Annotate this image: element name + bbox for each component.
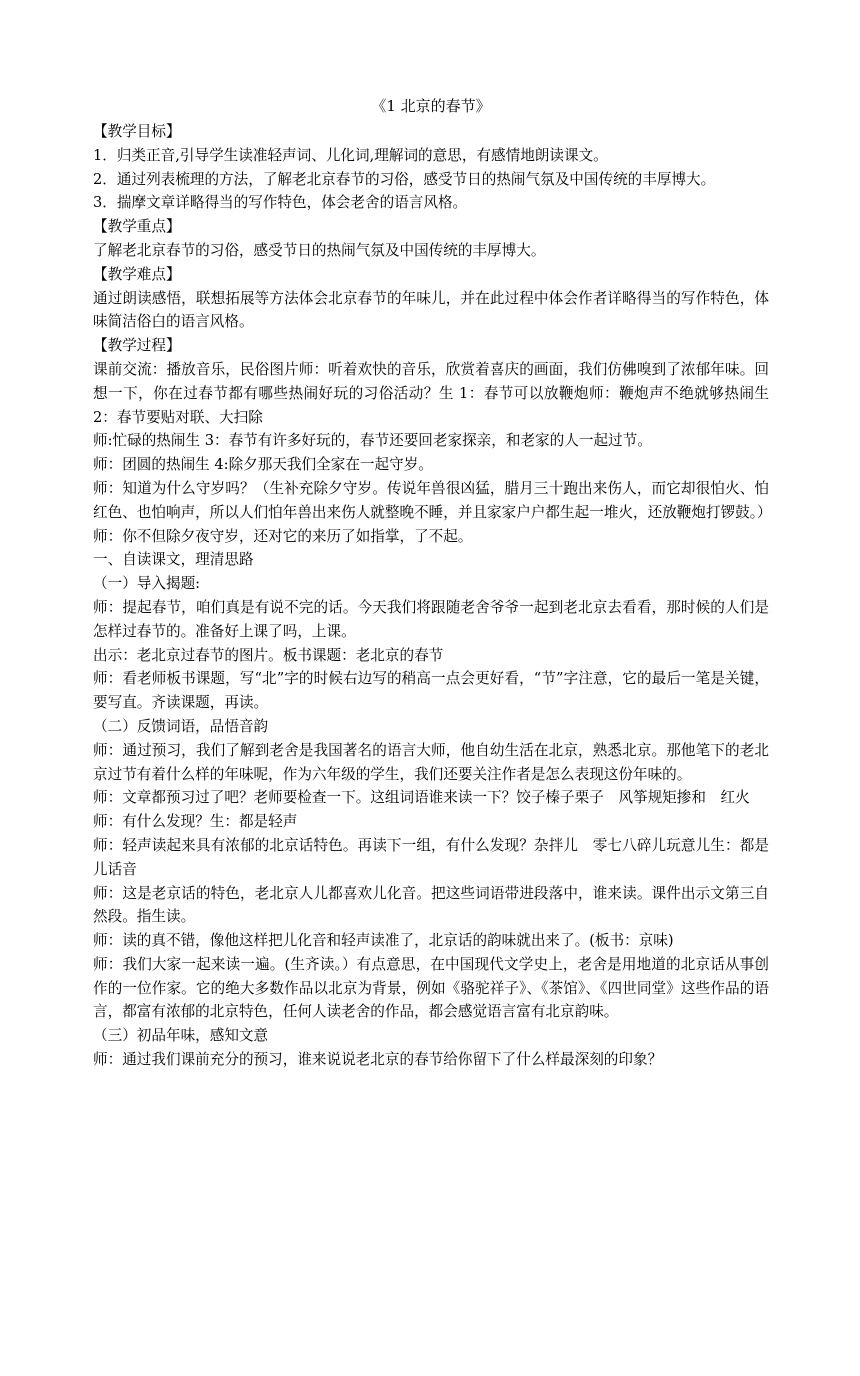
subsection-heading-3: （三）初品年味，感知文意 [93, 1027, 269, 1045]
paragraph: 师：团圆的热闹生 4:除夕那天我们全家在一起守岁。 [93, 456, 433, 474]
paragraph: 课前交流：播放音乐，民俗图片师：听着欢快的音乐，欣赏着喜庆的画面，我们仿佛嗅到了浓郁年味。回想一下，你在过春节都有哪些热闹好玩的习俗活动？生 1：春节可以放鞭炮师：鞭炮声不绝就够热闹生 2：春节要贴对联、大扫除 [93, 360, 769, 426]
goal-item-2: 2．通过列表梳理的方法，了解老北京春节的习俗，感受节日的热闹气氛及中国传统的丰厚博大。 [93, 170, 716, 188]
section-heading-1: 一、自读课文，理清思路 [93, 551, 254, 569]
paragraph: 师：看老师板书课题，写“北”字的时候右边写的稍高一点会更好看，“节”字注意，它的最后一笔是关键，要写直。齐读课题，再读。 [93, 670, 769, 712]
goal-item-1: 1．归类正音,引导学生读准轻声词、儿化词,理解词的意思，有感情地朗读课文。 [93, 146, 608, 164]
heading-process: 【教学过程】 [93, 337, 181, 355]
paragraph: 出示：老北京过春节的图片。板书课题：老北京的春节 [93, 646, 444, 664]
difficulties-text: 通过朗读感悟，联想拓展等方法体会北京春节的年味儿，并在此过程中体会作者详略得当的写作特色，体味简洁俗白的语言风格。 [93, 289, 769, 331]
paragraph: 师：轻声读起来具有浓郁的北京话特色。再读下一组，有什么发现？杂拌儿 零七八碎儿玩意儿生：都是儿话音 [93, 836, 769, 878]
paragraph: 师：读的真不错，像他这样把儿化音和轻声读准了，北京话的韵味就出来了。(板书：京味) [93, 932, 674, 950]
paragraph: 师：我们大家一起来读一遍。(生齐读。）有点意思，在中国现代文学史上，老舍是用地道的北京话从事创作的一位作家。它的绝大多数作品以北京为背景，例如《骆驼祥子》、《茶馆》、《四世同堂》这些作品的语言，都富有浓郁的北京特色，任何人读老舍的作品，都会感觉语言富有北京韵味。 [93, 955, 769, 1021]
paragraph: 师：知道为什么守岁吗？（生补充除夕守岁。传说年兽很凶猛，腊月三十跑出来伤人，而它却很怕火、怕红色、也怕响声，所以人们怕年兽出来伤人就整晚不睡，并且家家户户都生起一堆火，还放鞭炮打锣鼓。） [93, 479, 772, 521]
paragraph: 师:忙碌的热闹生 3：春节有许多好玩的，春节还要回老家探亲，和老家的人一起过节。 [93, 432, 652, 450]
goal-item-3: 3．揣摩文章详略得当的写作特色，体会老舍的语言风格。 [93, 194, 468, 212]
paragraph: 师：你不但除夕夜守岁，还对它的来历了如指掌，了不起。 [93, 527, 473, 545]
paragraph: 师：文章都预习过了吧？老师要检查一下。这组词语谁来读一下？饺子榛子栗子 风筝规矩掺和 红火 [93, 789, 750, 807]
key-points-text: 了解老北京春节的习俗，感受节日的热闹气氛及中国传统的丰厚博大。 [93, 241, 546, 259]
subsection-heading-2: （二）反馈词语，品悟音韵 [93, 717, 269, 735]
paragraph: 师：有什么发现？生：都是轻声 [93, 813, 298, 831]
heading-difficulties: 【教学难点】 [93, 265, 181, 283]
document-page [93, 96, 772, 1072]
paragraph: 师：通过预习，我们了解到老舍是我国著名的语言大师，他自幼生活在北京，熟悉北京。那他笔下的老北京过节有着什么样的年味呢，作为六年级的学生，我们还要关注作者是怎么表现这份年味的。 [93, 741, 769, 783]
paragraph: 师：这是老京话的特色，老北京人儿都喜欢儿化音。把这些词语带进段落中，谁来读。课件出示文第三自然段。指生读。 [93, 884, 769, 926]
subsection-heading-1: （一）导入揭题: [93, 575, 201, 593]
heading-key-points: 【教学重点】 [93, 218, 181, 236]
document-title: 《1 北京的春节》 [371, 97, 491, 115]
paragraph: 师：提起春节，咱们真是有说不完的话。今天我们将跟随老舍爷爷一起到老北京去看看，那时候的人们是怎样过春节的。准备好上课了吗，上课。 [93, 598, 769, 640]
heading-teaching-goals: 【教学目标】 [93, 123, 181, 140]
paragraph: 师：通过我们课前充分的预习，谁来说说老北京的春节给你留下了什么样最深刻的印象？ [93, 1051, 663, 1069]
